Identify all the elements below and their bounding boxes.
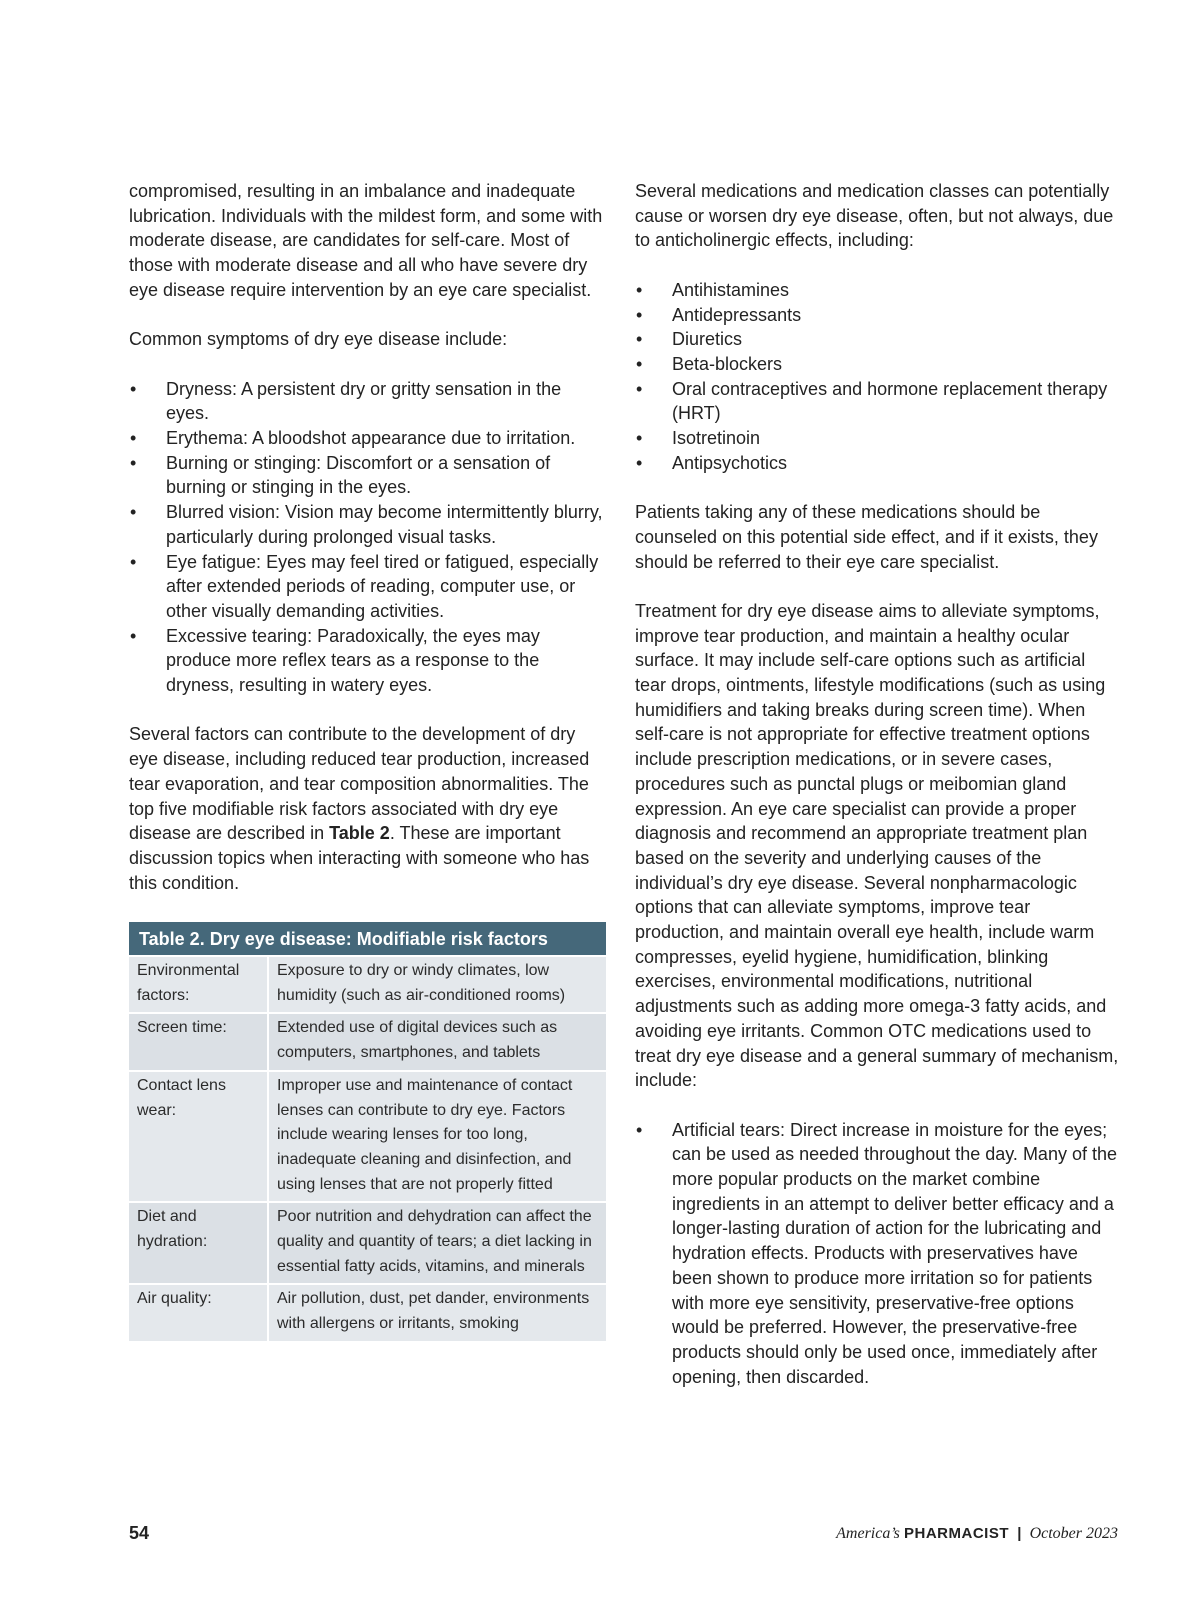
table-row-label: Air quality: [129, 1285, 267, 1340]
medications-list [635, 278, 1121, 476]
table-row [129, 957, 606, 1012]
table-row [129, 1072, 606, 1202]
otc-list [635, 1118, 1121, 1390]
table-title: Table 2. Dry eye disease: Modifiable risk factors [129, 922, 606, 955]
list-item: • Antipsychotics [635, 451, 1121, 476]
text-span: . These are important discussion topics when interacting with someone who has this condition. [129, 823, 590, 893]
table-row-label: Screen time: [129, 1014, 267, 1069]
table-reference: Table 2 [329, 823, 390, 844]
publication-footer [836, 1525, 1118, 1543]
list-item: • Excessive tearing: Paradoxically, the eyes may produce more reflex tears as a response to the dryness, resulting in watery eyes. [129, 624, 607, 698]
list-item: • Beta-blockers [635, 352, 1121, 377]
symptoms-list [129, 377, 607, 698]
publication-name: PHARMACIST [904, 1525, 1010, 1542]
list-item: • Dryness: A persistent dry or gritty sensation in the eyes. [129, 377, 607, 426]
table-row-text: Air pollution, dust, pet dander, environments with allergens or irritants, smoking [269, 1285, 606, 1340]
left-column [129, 179, 607, 1343]
right-column [635, 179, 1121, 1414]
table-header-row [129, 922, 606, 955]
list-item: • Erythema: A bloodshot appearance due to irritation. [129, 426, 607, 451]
table-row-text: Exposure to dry or windy climates, low humidity (such as air-conditioned rooms) [269, 957, 606, 1012]
text-span: Several factors can contribute to the development of dry eye disease, including reduced tear production, increased tear evaporation, and tear composition abnormalities. The top five modifiable risk factors associated with dry eye disease are described in [129, 724, 590, 844]
table-row-label: Environmental factors: [129, 957, 267, 1012]
paragraph-medications-lead: Several medications and medication classes can potentially cause or worsen dry eye disease, often, but not always, due to anticholinergic effects, including: [635, 181, 1114, 251]
list-item: • Antihistamines [635, 278, 1121, 303]
list-item: • Antidepressants [635, 303, 1121, 328]
list-item: • Diuretics [635, 327, 1121, 352]
risk-factors-table [127, 920, 608, 1343]
table-row [129, 1285, 606, 1340]
list-item: • Eye fatigue: Eyes may feel tired or fatigued, especially after extended periods of reading, computer use, or other visually demanding activities. [129, 550, 607, 624]
table-row-text: Poor nutrition and dehydration can affect the quality and quantity of tears; a diet lacking in essential fatty acids, vitamins, and minerals [269, 1203, 606, 1283]
table-row [129, 1203, 606, 1283]
list-item: • Blurred vision: Vision may become intermittently blurry, particularly during prolonged visual tasks. [129, 500, 607, 549]
list-item: • Artificial tears: Direct increase in moisture for the eyes; can be used as needed throughout the day. Many of the more popular products on the market combine ingredients in an attempt to deliver better efficacy and a longer-lasting duration of action for the lubricating and hydration effects. Products with preservatives have been shown to produce more irritation so for patients with more eye sensitivity, preservative-free options would be preferred. However, the preservative-free products should only be used once, immediately after opening, then discarded. [635, 1118, 1121, 1390]
table-row-label: Contact lens wear: [129, 1072, 267, 1202]
table-row-text: Improper use and maintenance of contact lenses can contribute to dry eye. Factors include wearing lenses for too long, inadequate cleaning and disinfection, and using lenses that are not properly fitted [269, 1072, 606, 1202]
issue-date: October 2023 [1029, 1525, 1118, 1542]
paragraph-symptoms-lead: Common symptoms of dry eye disease include: [129, 329, 508, 350]
footer-separator: | [1017, 1525, 1022, 1542]
table-row [129, 1014, 606, 1069]
list-item: • Oral contraceptives and hormone replacement therapy (HRT) [635, 377, 1121, 426]
paragraph-treatment: Treatment for dry eye disease aims to alleviate symptoms, improve tear production, and maintain a healthy ocular surface. It may include self-care options such as artificial tear drops, ointments, lifestyle modifications (such as using humidifiers and taking breaks during screen time). When self-care is not appropriate for effective treatment options include prescription medications, or in severe cases, procedures such as punctal plugs or meibomian gland expression. An eye care specialist can provide a proper diagnosis and recommend an appropriate treatment plan based on the severity and underlying causes of the individual’s dry eye disease. Several nonpharmacologic options that can alleviate symptoms, improve tear production, and maintain overall eye health, include warm compresses, eyelid hygiene, humidification, blinking exercises, environmental modifications, nutritional adjustments such as adding more omega-3 fatty acids, and avoiding eye irritants. Common OTC medications used to treat dry eye disease and a general summary of mechanism, include: [635, 600, 1119, 1091]
list-item: • Isotretinoin [635, 426, 1121, 451]
paragraph-counseling: Patients taking any of these medications should be counseled on this potential side effect, and if it exists, they should be referred to their eye care specialist. [635, 502, 1098, 572]
page-number: 54 [129, 1523, 150, 1543]
paragraph-intro: compromised, resulting in an imbalance and inadequate lubrication. Individuals with the mildest form, and some with moderate disease, are candidates for self-care. Most of those with moderate disease and all who have severe dry eye disease require intervention by an eye care specialist. [129, 181, 603, 300]
paragraph-risk-factors [129, 722, 607, 895]
publication-prefix: America’s [836, 1525, 900, 1542]
list-item: • Burning or stinging: Discomfort or a sensation of burning or stinging in the eyes. [129, 451, 607, 500]
table-row-label: Diet and hydration: [129, 1203, 267, 1283]
table-row-text: Extended use of digital devices such as computers, smartphones, and tablets [269, 1014, 606, 1069]
